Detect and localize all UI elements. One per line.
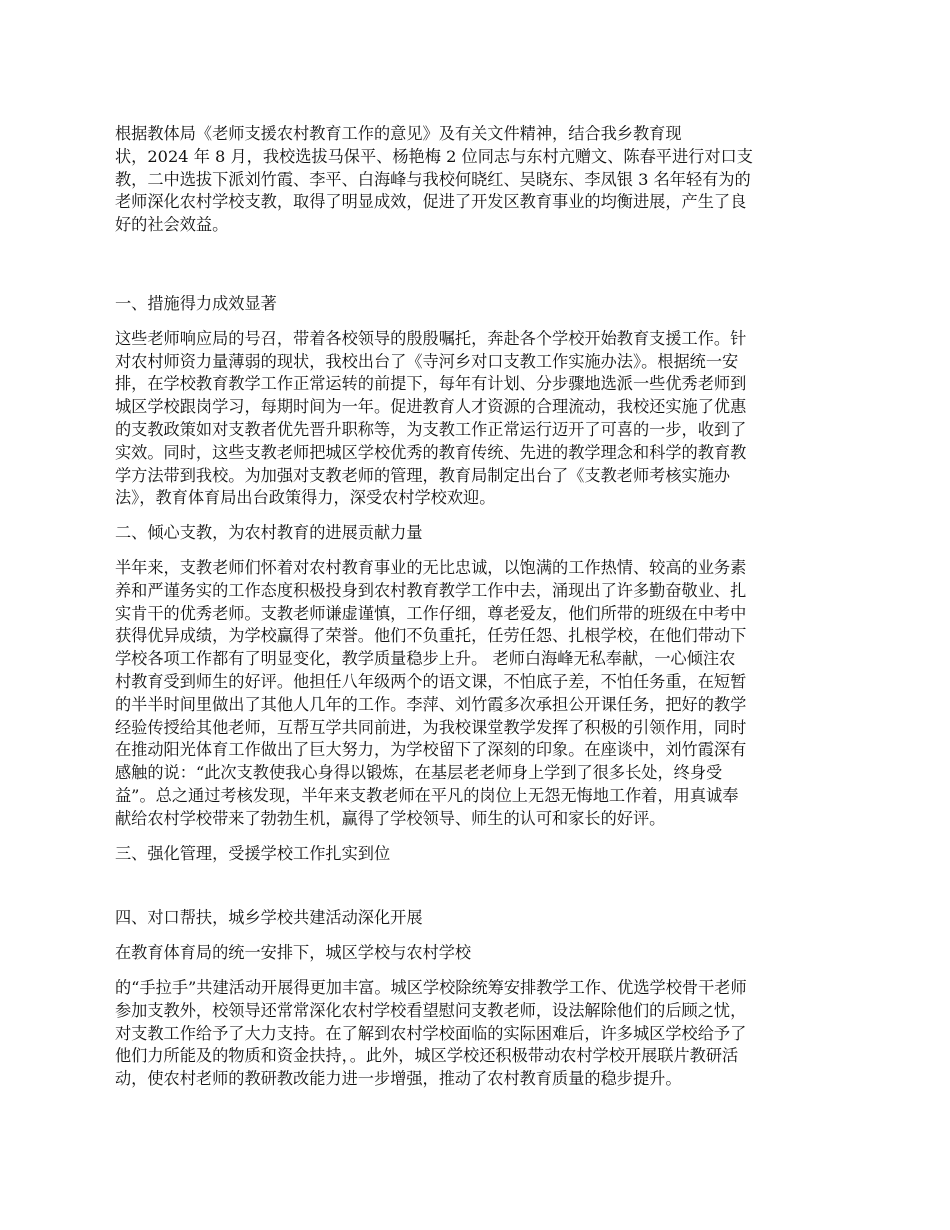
section-1-line: 学方法带到我校。为加强对支教老师的管理，教育局制定出台了《支教老师考核实施办	[115, 465, 731, 485]
section-2-heading: 二、倾心支教，为农村教育的进展贡献力量	[115, 523, 423, 543]
section-1-paragraph	[115, 328, 840, 510]
intro-line: 根据教体局《老师支援农村教育工作的意见》及有关文件精神，结合我乡教育现	[115, 124, 682, 143]
intro-paragraph	[115, 123, 840, 237]
section-4-heading: 四、对口帮扶，城乡学校共建活动深化开展	[115, 908, 423, 928]
section-2-line: 实肯干的优秀老师。支教老师谦虚谨慎，工作仔细，尊老爱友，他们所带的班级在中考中	[115, 603, 747, 623]
section-2-line: 的半半时间里做出了其他人几年的工作。李萍、刘竹霞多次承担公开课任务，把好的教学	[115, 694, 747, 714]
section-1-line: 的支教政策如对支教者优先晋升职称等，为支教工作正常运行迈开了可喜的一步，收到了	[115, 419, 747, 439]
section-2-line: 经验传授给其他老师，互帮互学共同前进，为我校课堂教学发挥了积极的引领作用，同时	[115, 717, 747, 737]
intro-line: 好的社会效益。	[115, 215, 229, 235]
section-2-line: 获得优异成绩，为学校赢得了荣誉。他们不负重托，任劳任怨、扎根学校，在他们带动下	[115, 626, 747, 646]
section-4-line: 他们力所能及的物质和资金扶持，。此外，城区学校还积极带动农村学校开展联片教研活	[115, 1046, 739, 1066]
section-4-lead: 在教育体育局的统一安排下，城区学校与农村学校	[115, 943, 472, 963]
section-1-line: 法》，教育体育局出台政策得力，深受农村学校欢迎。	[115, 488, 496, 508]
section-4-line: 动，使农村老师的教研教改能力进一步增强，推动了农村教育质量的稳步提升。	[115, 1069, 682, 1089]
section-2-line: 养和严谨务实的工作态度积极投身到农村教育教学工作中去，涌现出了许多勤奋敬业、扎	[115, 580, 747, 600]
intro-line: 老师深化农村学校支教，取得了明显成效，促进了开发区教育事业的均衡进展，产生了良	[115, 192, 747, 212]
intro-line: 教，二中选拔下派刘竹霞、李平、白海峰与我校何晓红、吴晓东、李凤银 3 名年轻有为的	[115, 169, 751, 189]
section-4-line: 对支教工作给予了大力支持。在了解到农村学校面临的实际困难后，许多城区学校给予了	[115, 1023, 747, 1043]
section-1-line: 对农村师资力量薄弱的现状，我校出台了《寺河乡对口支教工作实施办法》。根据统一安	[115, 351, 739, 371]
document-body	[115, 123, 840, 1091]
section-2-paragraph	[115, 557, 840, 831]
section-1-line: 城区学校跟岗学习，每期时间为一年。促进教育人才资源的合理流动，我校还实施了优惠	[115, 397, 747, 417]
section-2-line: 在推动阳光体育工作做出了巨大努力，为学校留下了深刻的印象。在座谈中，刘竹霞深有	[115, 740, 747, 760]
section-3-heading: 三、强化管理，受援学校工作扎实到位	[115, 843, 391, 863]
section-4-paragraph	[115, 977, 840, 1091]
section-1-line: 排，在学校教育教学工作正常运转的前提下，每年有计划、分步骤地选派一些优秀老师到	[115, 374, 747, 394]
section-4-line: 参加支教外，校领导还常常深化农村学校看望慰问支教老师，设法解除他们的后顾之忧，	[115, 1000, 747, 1020]
section-2-line: 益”。总之通过考核发现，半年来支教老师在平凡的岗位上无怨无悔地工作着，用真诚奉	[115, 785, 739, 805]
section-4-line: 的“手拉手”共建活动开展得更加丰富。城区学校除统筹安排教学工作、优选学校骨干老师	[115, 977, 747, 997]
section-2-line: 献给农村学校带来了勃勃生机，赢得了学校领导、师生的认可和家长的好评。	[115, 808, 666, 828]
section-2-line: 村教育受到师生的好评。他担任八年级两个的语文课，不怕底子差，不怕任务重，在短暂	[115, 671, 747, 691]
section-2-line: 半年来，支教老师们怀着对农村教育事业的无比忠诚，以饱满的工作热情、较高的业务素	[115, 557, 747, 577]
section-1-heading: 一、措施得力成效显著	[115, 293, 277, 313]
intro-line: 状，2024 年 8 月，我校选拔马保平、杨艳梅 2 位同志与东村亢赠文、陈春平进行对口支	[115, 146, 753, 166]
section-2-line: 感触的说：“此次支教使我心身得以锻炼，在基层老老师身上学到了很多长处，终身受	[115, 763, 723, 783]
section-1-line: 实效。同时，这些支教老师把城区学校优秀的教育传统、先进的教学理念和科学的教育教	[115, 442, 747, 462]
section-1-line: 这些老师响应局的号召，带着各校领导的殷殷嘱托，奔赴各个学校开始教育支援工作。针	[115, 328, 747, 348]
section-2-line: 学校各项工作都有了明显变化，教学质量稳步上升。 老师白海峰无私奉献，一心倾注农	[115, 649, 736, 669]
